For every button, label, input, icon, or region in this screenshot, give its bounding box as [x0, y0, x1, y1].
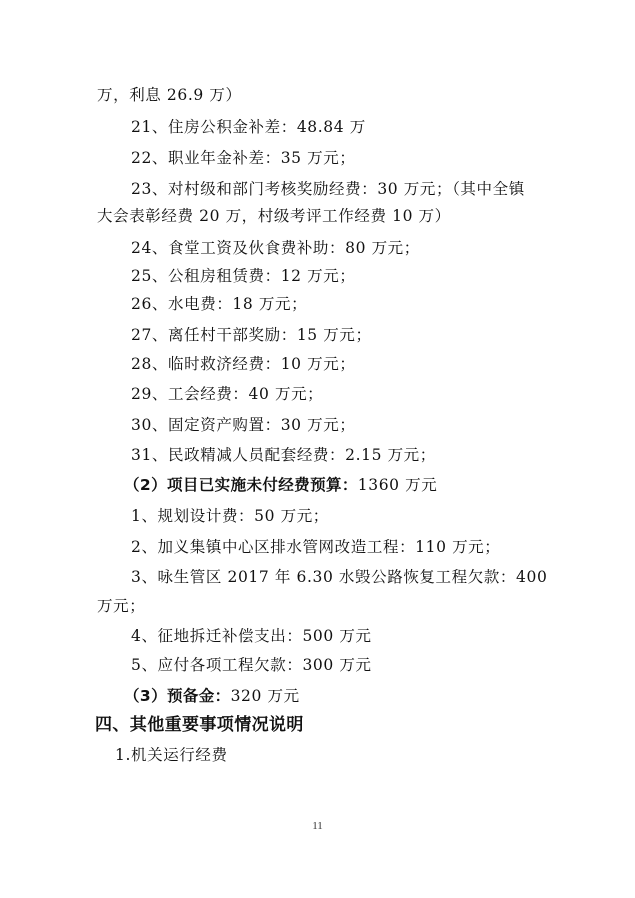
section-2-line: [124, 475, 437, 495]
text-line: 25、公租房租赁费：12 万元；: [131, 267, 356, 285]
section-4-heading: 四、其他重要事项情况说明: [95, 715, 304, 735]
text-line: 24、食堂工资及伙食费补助：80 万元；: [131, 239, 420, 257]
section-3-line: [124, 686, 300, 706]
item-1-line: 1.机关运行经费: [115, 746, 228, 764]
project-line: 4、征地拆迁补偿支出：500 万元: [131, 627, 372, 645]
text-line: 27、离任村干部奖励：15 万元；: [131, 326, 372, 344]
project-line: 2、加义集镇中心区排水管网改造工程：110 万元；: [131, 538, 501, 556]
text-line: 28、临时救济经费：10 万元；: [131, 355, 356, 373]
section-3-label: （3）预备金：: [124, 687, 231, 705]
project-line: 3、咏生管区 2017 年 6.30 水毁公路恢复工程欠款：400: [131, 568, 548, 586]
text-line: 万，利息 26.9 万）: [97, 86, 242, 104]
text-line: 31、民政精减人员配套经费：2.15 万元；: [131, 446, 436, 464]
project-line: 1、规划设计费：50 万元；: [131, 507, 329, 525]
section-2-label: （2）项目已实施未付经费预算：: [124, 476, 358, 494]
project-line: 万元；: [97, 597, 146, 615]
text-line: 26、水电费：18 万元；: [131, 295, 308, 313]
text-line: 29、工会经费：40 万元；: [131, 385, 324, 403]
text-line: 22、职业年金补差：35 万元；: [131, 149, 356, 167]
text-line: 大会表彰经费 20 万，村级考评工作经费 10 万）: [97, 207, 451, 225]
text-line: 21、住房公积金补差：48.84 万: [131, 118, 366, 136]
section-3-amount: 320 万元: [230, 687, 300, 705]
project-line: 5、应付各项工程欠款：300 万元: [131, 656, 372, 674]
text-line: 23、对村级和部门考核奖励经费：30 万元；（其中全镇: [131, 180, 525, 198]
text-line: 30、固定资产购置：30 万元；: [131, 416, 356, 434]
page-number: 11: [312, 820, 323, 832]
section-2-amount: 1360 万元: [357, 476, 438, 494]
